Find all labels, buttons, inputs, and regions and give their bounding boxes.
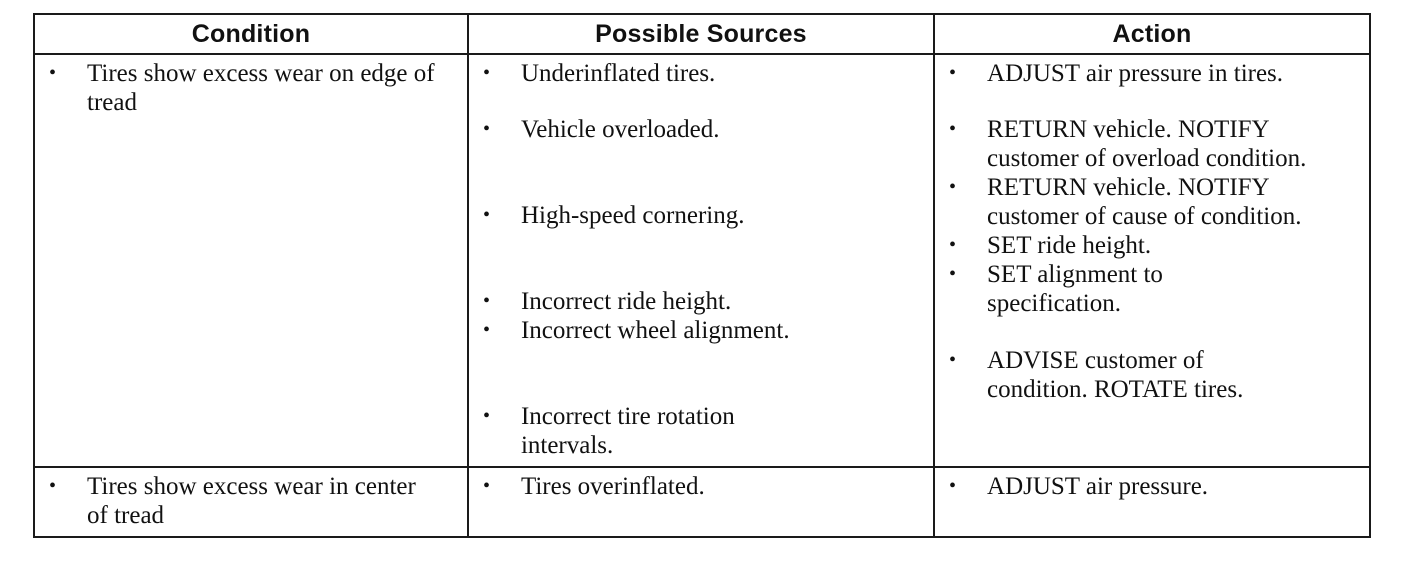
bullet-icon: • [482,62,490,84]
action-text: SET ride height. [987,232,1152,259]
bullet-icon: • [482,118,490,140]
table-row [34,54,1370,467]
condition-cell [34,54,468,467]
bullet-icon: • [482,204,490,226]
list-item [35,472,467,530]
bullet-icon: • [949,62,957,84]
action-text: SET alignment to specification. [987,261,1163,317]
list-item [469,287,933,316]
source-text: Incorrect wheel alignment. [520,317,790,344]
bullet-icon: • [949,234,957,256]
header-condition: Condition [34,14,468,54]
bullet-icon: • [49,62,57,84]
bullet-icon: • [949,475,957,497]
diagnosis-table [33,13,1371,538]
list-item [935,231,1369,260]
action-text: RETURN vehicle. NOTIFY customer of cause of condition. [987,174,1302,230]
source-text: High-speed cornering. [520,202,745,229]
condition-text: Tires show excess wear in center of tread [87,473,416,529]
list-item [35,59,467,117]
bullet-icon: • [482,290,490,312]
bullet-icon: • [482,475,490,497]
list-item [469,201,933,230]
action-text: RETURN vehicle. NOTIFY customer of overload condition. [987,116,1307,172]
action-text: ADJUST air pressure. [987,473,1209,500]
action-text: ADVISE customer of condition. ROTATE tires. [987,347,1244,403]
bullet-icon: • [482,405,490,427]
list-item [469,316,933,345]
header-action: Action [934,14,1370,54]
source-text: Incorrect tire rotation intervals. [520,403,735,459]
bullet-icon: • [49,475,57,497]
list-item [469,115,933,144]
table-row [34,467,1370,537]
list-item [469,59,933,88]
header-possible-sources: Possible Sources [468,14,934,54]
sources-cell [468,467,934,537]
list-item [935,472,1369,501]
source-text: Vehicle overloaded. [520,116,720,143]
actions-cell [934,54,1370,467]
source-text: Incorrect ride height. [520,288,732,315]
bullet-icon: • [949,263,957,285]
condition-cell [34,467,468,537]
header-row [34,14,1370,54]
list-item [935,173,1369,231]
action-text: ADJUST air pressure in tires. [987,60,1284,87]
bullet-icon: • [949,176,957,198]
list-item [469,402,933,460]
bullet-icon: • [482,319,490,341]
condition-text: Tires show excess wear on edge of tread [87,60,435,116]
source-text: Underinflated tires. [520,60,716,87]
bullet-icon: • [949,349,957,371]
actions-cell [934,467,1370,537]
source-text: Tires overinflated. [520,473,705,500]
list-item [935,260,1369,318]
bullet-icon: • [949,118,957,140]
list-item [469,472,933,501]
list-item [935,59,1369,88]
list-item [935,115,1369,173]
sources-cell [468,54,934,467]
list-item [935,346,1369,404]
